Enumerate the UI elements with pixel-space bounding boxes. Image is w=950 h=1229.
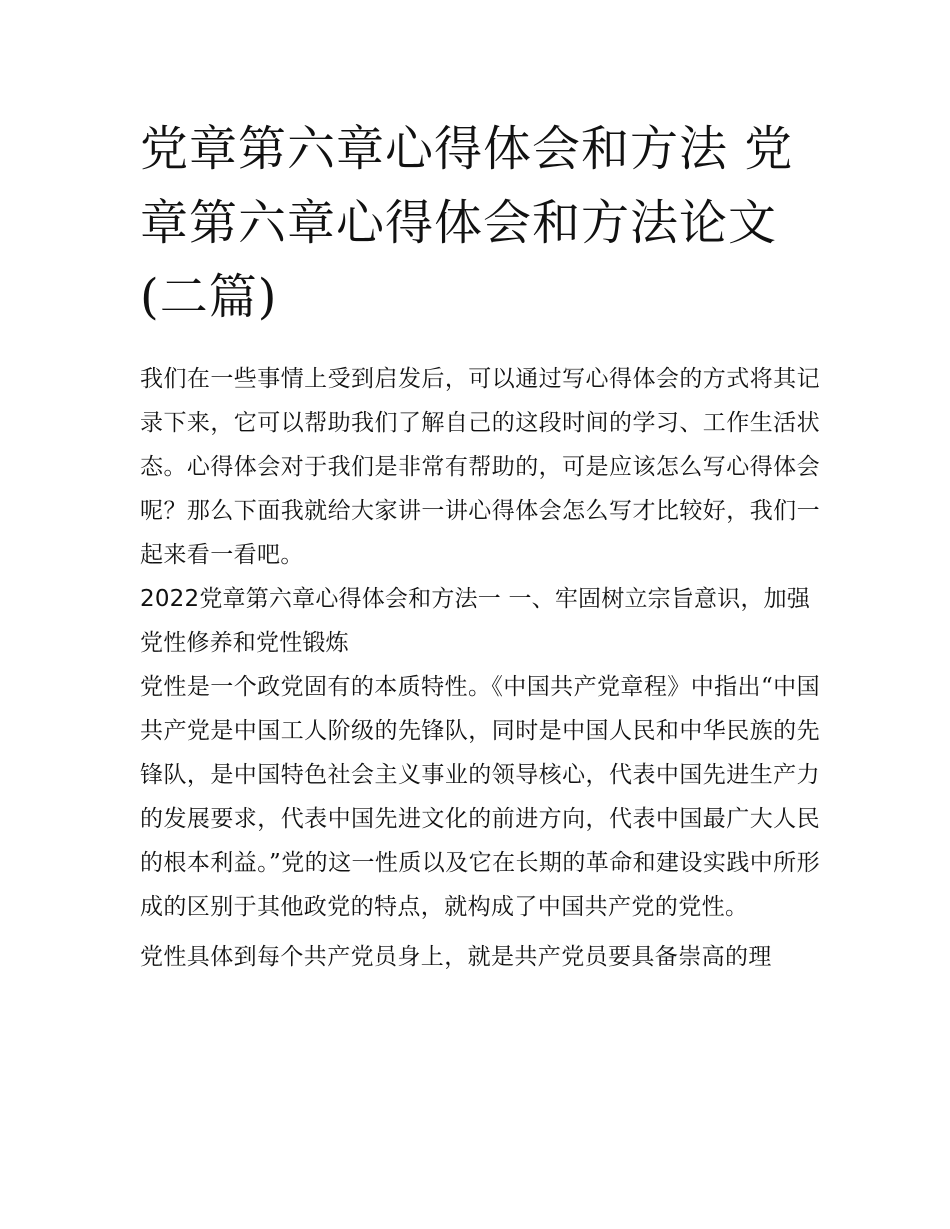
document-title: 党章第六章心得体会和方法 党章第六章心得体会和方法论文(二篇) [140, 121, 794, 325]
body-paragraph-party-nature: 党性是一个政党固有的本质特性。《中国共产党章程》中指出“中国共产党是中国工人阶级的先锋队，同时是中国人民和中华民族的先锋队，是中国特色社会主义事业的领导核心，代表中国先进生产力的发展要求，代表中国先进文化的前进方向，代表中国最广大人民的根本利益。”党的这一性质以及它在长期的革命和建设实践中所形成的区别于其他政党的特点，就构成了中国共产党的党性。 [140, 674, 820, 920]
intro-paragraph: 我们在一些事情上受到启发后，可以通过写心得体会的方式将其记录下来，它可以帮助我们了解自己的这段时间的学习、工作生活状态。心得体会对于我们是非常有帮助的，可是应该怎么写心得体会呢？那么下面我就给大家讲一讲心得体会怎么写才比较好，我们一起来看一看吧。 [140, 366, 820, 568]
document-body [140, 357, 820, 979]
section-heading-paragraph: 2022党章第六章心得体会和方法一 一、牢固树立宗旨意识，加强党性修养和党性锻炼 [140, 586, 811, 656]
body-paragraph-party-member: 党性具体到每个共产党员身上，就是共产党员要具备崇高的理 [140, 944, 772, 970]
